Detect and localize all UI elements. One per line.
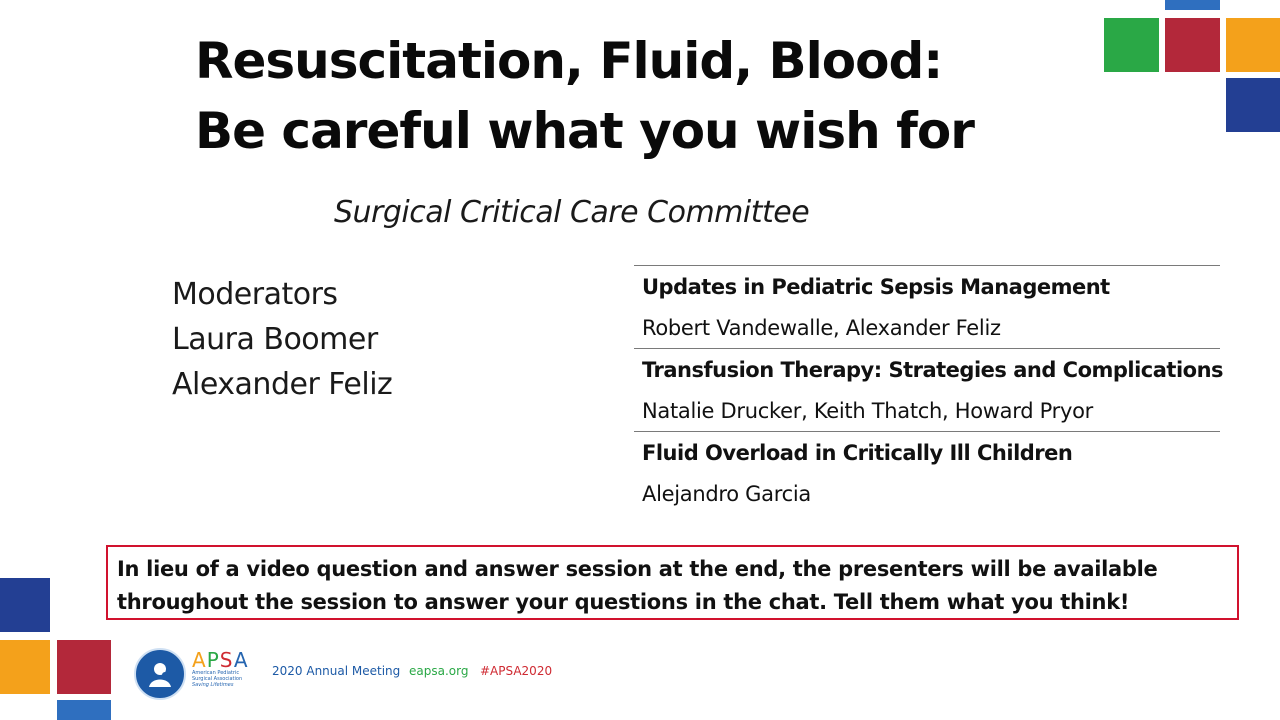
session-row xyxy=(634,431,1220,514)
moderators-heading: Moderators xyxy=(172,277,338,312)
apsa-name-line-1: American Pediatric xyxy=(192,670,240,676)
decor-square-red-left xyxy=(57,640,111,694)
session-row xyxy=(634,265,1220,348)
session-presenters: Alejandro Garcia xyxy=(642,482,811,506)
footer-meeting: 2020 Annual Meeting xyxy=(272,664,401,678)
decor-square-orange xyxy=(1226,18,1280,72)
decor-square-red xyxy=(1165,18,1220,72)
notice-line-2: throughout the session to answer your questions in the chat. Tell them what you think! xyxy=(117,590,1130,614)
qa-notice-box xyxy=(106,545,1239,620)
notice-line-1: In lieu of a video question and answer session at the end, the presenters will be available xyxy=(117,557,1158,581)
slide-title xyxy=(195,26,974,166)
decor-square-orange-left xyxy=(0,640,50,694)
apsa-name-line-2: Surgical Association xyxy=(192,676,243,682)
apsa-tagline: Saving Lifetimes xyxy=(192,682,234,688)
decor-square-blue xyxy=(1226,78,1280,132)
decor-square-blue-left xyxy=(0,578,50,632)
decor-square-light-blue-left xyxy=(57,700,111,720)
session-title: Updates in Pediatric Sepsis Management xyxy=(642,275,1110,299)
slide-subtitle: Surgical Critical Care Committee xyxy=(334,195,810,230)
apsa-wordmark: APSA xyxy=(192,648,249,672)
footer-site-link[interactable]: eapsa.org xyxy=(409,664,469,678)
title-line-1: Resuscitation, Fluid, Blood: xyxy=(195,32,943,90)
session-presenters: Robert Vandewalle, Alexander Feliz xyxy=(642,316,1001,340)
decor-square-light-blue xyxy=(1165,0,1220,10)
apsa-logo-text xyxy=(192,650,272,689)
session-title: Fluid Overload in Critically Ill Children xyxy=(642,441,1073,465)
apsa-logo-icon xyxy=(134,648,186,700)
decor-square-green xyxy=(1104,18,1159,72)
moderator-name: Laura Boomer xyxy=(172,322,378,357)
session-row xyxy=(634,348,1224,431)
sessions-table xyxy=(634,265,1224,514)
session-presenters: Natalie Drucker, Keith Thatch, Howard Pryor xyxy=(642,399,1093,423)
footer-hashtag: #APSA2020 xyxy=(480,664,553,678)
title-line-2: Be careful what you wish for xyxy=(195,102,974,160)
moderator-name: Alexander Feliz xyxy=(172,367,393,402)
session-title: Transfusion Therapy: Strategies and Complications xyxy=(642,358,1224,382)
moderators-block xyxy=(172,272,392,407)
